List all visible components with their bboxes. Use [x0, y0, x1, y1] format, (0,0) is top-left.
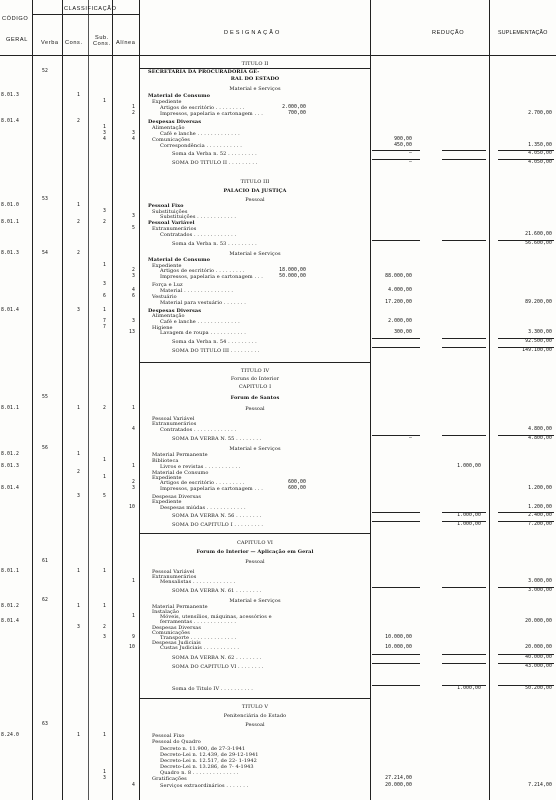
cons-number: 1 [77, 733, 80, 738]
designation-item: Pessoal Fixo [152, 733, 185, 739]
codigo-geral: 8.01.2 [1, 604, 19, 609]
designation-item: Extranumerários [152, 574, 197, 580]
alinea-number: 3 [132, 319, 135, 324]
total-rule [498, 435, 554, 436]
amount-column-a: 700,00 [288, 111, 306, 116]
subcons-number: 3 [103, 131, 106, 136]
amount-column-b: 2.000,00 [388, 319, 412, 324]
designation-item: Café e lanche . . . . . . . . . . . . . [160, 131, 240, 137]
suplementacao-amount: 4.050,00 [528, 160, 552, 165]
verba-number: 52 [42, 69, 48, 74]
header-verba: Verba [41, 40, 59, 46]
alinea-number: 1 [132, 464, 135, 469]
designation-heading: Pessoal [245, 197, 265, 203]
verba-number: 55 [42, 395, 48, 400]
designation-item: Material de Consumo [148, 93, 211, 99]
column-divider [112, 0, 113, 800]
subcons-number: 1 [103, 569, 106, 574]
designation-heading: Foruns do Interior [230, 376, 280, 382]
subtotal-label: SOMA DA VERBA N. 55 . . . . . . . . [172, 436, 262, 442]
amount-column-a: 600,00 [288, 486, 306, 491]
header-cons: Cons. [65, 40, 83, 46]
designation-item: Pessoal Variável [152, 416, 195, 422]
total-rule [498, 663, 554, 664]
designation-item: Material . . . . . . . . . . . . . . . [160, 288, 234, 294]
header-codigo: CÓDIGO [2, 16, 29, 22]
designation-heading: TITULO V [241, 704, 269, 710]
designation-item: Despesas Diversas [152, 625, 201, 631]
suplementacao-amount: 40.000,00 [525, 655, 552, 660]
subcons-number: 2 [103, 220, 106, 225]
cons-number: 3 [77, 308, 80, 313]
suplementacao-amount: 2.700,00 [528, 111, 552, 116]
suplementacao-amount: 3.000,00 [528, 588, 552, 593]
suplementacao-amount: 20.000,00 [525, 619, 552, 624]
header-geral: GERAL [6, 37, 28, 43]
designation-item: Expediente [152, 499, 182, 505]
cons-number: 2 [77, 251, 80, 256]
designation-heading: TITULO II [241, 61, 269, 67]
alinea-number: 1 [132, 105, 135, 110]
alinea-number: 6 [132, 294, 135, 299]
subcons-number: 2 [103, 406, 106, 411]
suplementacao-amount: 89.200,00 [525, 300, 552, 305]
alinea-number: 1 [132, 406, 135, 411]
codigo-geral: 8.01.3 [1, 251, 19, 256]
total-rule [498, 347, 554, 348]
verba-number: 62 [42, 598, 48, 603]
total-rule [372, 587, 420, 588]
designation-heading: Pessoal [245, 406, 265, 412]
subcons-number: 1 [103, 733, 106, 738]
subtotal-label: Soma do Titulo IV . . . . . . . . . . [172, 686, 253, 692]
column-divider [489, 0, 490, 800]
designation-item: Contratados . . . . . . . . . . . . . [160, 427, 237, 433]
suplementacao-amount: 7.214,00 [528, 783, 552, 788]
subcons-number: 1 [103, 770, 106, 775]
designation-heading: CAPITULO VI [236, 540, 274, 546]
total-rule [442, 159, 486, 160]
total-rule [498, 654, 554, 655]
subcons-number: 1 [103, 263, 106, 268]
subcons-number: 7 [103, 319, 106, 324]
header-subcons: Sub. [95, 35, 109, 41]
subcons-number: 6 [103, 294, 106, 299]
alinea-number: 13 [129, 330, 135, 335]
designation-heading: TITULO III [240, 179, 270, 185]
alinea-number: 2 [132, 268, 135, 273]
cons-number: 1 [77, 452, 80, 457]
designation-item: Artigos de escritório . . . . . . . . . [160, 105, 245, 111]
header-alinea: Alínea [116, 40, 136, 46]
subcons-number: 3 [103, 776, 106, 781]
designation-item: Despesas Diversas [148, 308, 202, 314]
total-rule [498, 338, 554, 339]
amount-column-a: 50.000,00 [279, 274, 306, 279]
designation-item: Pessoal Variável [152, 569, 195, 575]
amount-column-b: 900,00 [394, 137, 412, 142]
subcons-number: 1 [103, 458, 106, 463]
designation-item: Expediente [152, 263, 182, 269]
total-rule [372, 150, 420, 151]
amount-column-b: 450,00 [394, 143, 412, 148]
codigo-geral: 8.01.4 [1, 308, 19, 313]
amount-column-b: 4.000,00 [388, 288, 412, 293]
cons-number: 1 [77, 406, 80, 411]
codigo-geral: 8.01.3 [1, 464, 19, 469]
reducao-amount: 1.000,00 [457, 686, 481, 691]
designation-item: Despesas Diversas [148, 119, 202, 125]
designation-item: SECRETARIA DA PROCURADORIA GE- [148, 69, 260, 75]
subtotal-label: Soma da Verba n. 52 . . . . . . . . . [172, 151, 257, 157]
header-classificacao: CLASSIFICAÇÃO [64, 6, 117, 12]
designation-item: Despesas Diversas [152, 494, 201, 500]
alinea-number: 2 [132, 111, 135, 116]
suplementacao-amount: 92.500,00 [525, 339, 552, 344]
suplementacao-amount: 4.050,00 [528, 151, 552, 156]
amount-column-b: 20.000,00 [385, 783, 412, 788]
reducao-amount: 1.000,00 [457, 522, 481, 527]
amount-column-b: — [409, 160, 412, 165]
total-rule [498, 240, 554, 241]
amount-column-b: 17.200,00 [385, 300, 412, 305]
designation-item: Lavagem de roupa . . . . . . . . . . . [160, 330, 246, 336]
designation-item: Decreto-Lei n. 12.439, de 29-12-1941 [160, 752, 259, 758]
total-rule [372, 685, 420, 686]
total-rule [498, 587, 554, 588]
alinea-number: 3 [132, 486, 135, 491]
alinea-number: 1 [132, 614, 135, 619]
subcons-number: 7 [103, 325, 106, 330]
total-rule [372, 347, 420, 348]
designation-heading: Forum de Santos [230, 395, 280, 401]
subcons-number: 1 [103, 604, 106, 609]
column-divider [88, 0, 89, 800]
total-rule [442, 435, 486, 436]
subtotal-label: Soma da Verba n. 54 . . . . . . . . . [172, 339, 257, 345]
designation-item: Expediente [152, 475, 182, 481]
subtotal-label: SOMA DO TITULO III . . . . . . . . . [172, 348, 260, 354]
suplementacao-amount: 4.800,00 [528, 427, 552, 432]
section-rule [140, 698, 370, 699]
designation-item: Comunicações [152, 630, 190, 636]
designation-item: Despesas Judiciais [152, 640, 201, 646]
section-rule [140, 362, 370, 363]
total-rule [442, 338, 486, 339]
total-rule [498, 512, 554, 513]
total-rule [372, 512, 420, 513]
suplementacao-amount: 4.800,00 [528, 436, 552, 441]
header-reducao: REDUÇÃO [432, 30, 465, 36]
codigo-geral: 8.01.1 [1, 569, 19, 574]
codigo-geral: 8.24.0 [1, 733, 19, 738]
total-rule [442, 685, 486, 686]
suplementacao-amount: 50.200,00 [525, 686, 552, 691]
codigo-geral: 8.01.0 [1, 203, 19, 208]
column-divider [139, 0, 140, 800]
designation-heading: CAPITULO I [238, 384, 272, 390]
cons-number: 1 [77, 569, 80, 574]
designation-heading: Material e Serviços [229, 446, 281, 452]
designation-item: Transporte . . . . . . . . . . . . . . [160, 635, 237, 641]
subcons-number: 3 [103, 282, 106, 287]
subtotal-label: SOMA DA VERBA N. 56 . . . . . . . . [172, 513, 262, 519]
cons-number: 1 [77, 93, 80, 98]
total-rule [498, 521, 554, 522]
designation-item: Material Permanente [152, 452, 208, 458]
designation-item: Contratados . . . . . . . . . . . . . [160, 232, 237, 238]
alinea-number: 10 [129, 645, 135, 650]
header-rule [0, 55, 556, 56]
designation-item: Força e Luz [152, 282, 183, 288]
total-rule [372, 435, 420, 436]
total-rule [442, 663, 486, 664]
section-rule [140, 68, 370, 69]
designation-heading: TITULO IV [240, 368, 270, 374]
designation-item: Biblioteca [152, 458, 179, 464]
total-rule [372, 654, 420, 655]
codigo-geral: 8.01.1 [1, 406, 19, 411]
subcons-number: 1 [103, 475, 106, 480]
codigo-geral: 8.01.4 [1, 619, 19, 624]
alinea-number: 4 [132, 783, 135, 788]
amount-column-b: 300,00 [394, 330, 412, 335]
suplementacao-amount: 1.350,00 [528, 143, 552, 148]
amount-column-b: — [409, 151, 412, 156]
subtotal-label: SOMA DO CAPITULO VI . . . . . . . . [172, 664, 264, 670]
subtotal-label: SOMA DO TITULO II . . . . . . . . . [172, 160, 258, 166]
total-rule [498, 159, 554, 160]
column-divider [370, 0, 371, 800]
designation-item: Material para vestuário . . . . . . . [160, 300, 246, 306]
amount-column-b: — [409, 436, 412, 441]
designation-item: Pessoal Fixo [148, 203, 184, 209]
designation-heading: Forum do Interior — Aplicação em Geral [196, 549, 314, 555]
alinea-number: 4 [132, 288, 135, 293]
reducao-amount: 1.000,00 [457, 464, 481, 469]
column-divider [62, 0, 63, 800]
designation-item: Substituições [152, 209, 188, 215]
total-rule [442, 347, 486, 348]
designation-item: Artigos de escritório . . . . . . . . . [160, 480, 245, 486]
total-rule [372, 338, 420, 339]
amount-column-a: 18.000,00 [279, 268, 306, 273]
designation-heading: Material e Serviços [229, 86, 281, 92]
cons-number: 1 [77, 604, 80, 609]
designation-item: Material de Consumo [152, 470, 209, 476]
subcons-number: 2 [103, 625, 106, 630]
designation-item: Alimentação [152, 313, 185, 319]
amount-column-b: 10.000,00 [385, 635, 412, 640]
cons-number: 2 [77, 470, 80, 475]
designation-heading: Material e Serviços [229, 598, 281, 604]
column-divider [32, 0, 33, 800]
suplementacao-amount: 1.200,00 [528, 505, 552, 510]
codigo-geral: 8.01.1 [1, 220, 19, 225]
suplementacao-amount: 21.600,00 [525, 232, 552, 237]
total-rule [498, 150, 554, 151]
alinea-number: 2 [132, 480, 135, 485]
alinea-number: 3 [132, 274, 135, 279]
subtotal-label: Soma da Verba n. 53 . . . . . . . . . [172, 241, 257, 247]
designation-item: Comunicações [152, 137, 190, 143]
total-rule [372, 159, 420, 160]
designation-item: Alimentação [152, 125, 185, 131]
subcons-number: 5 [103, 494, 106, 499]
suplementacao-amount: 3.300,00 [528, 330, 552, 335]
cons-number: 1 [77, 203, 80, 208]
alinea-number: 1 [132, 579, 135, 584]
alinea-number: 5 [132, 226, 135, 231]
codigo-geral: 8.01.2 [1, 452, 19, 457]
header-rule [32, 14, 139, 15]
designation-item: Vestuário [152, 294, 177, 300]
section-rule [140, 533, 370, 534]
suplementacao-amount: 1.200,00 [528, 486, 552, 491]
designation-item: Higiene [152, 325, 173, 331]
designation-item: Correspondência . . . . . . . . . . . [160, 143, 242, 149]
alinea-number: 3 [132, 131, 135, 136]
alinea-number: 9 [132, 635, 135, 640]
subtotal-label: SOMA DO CAPITULO I . . . . . . . . . [172, 522, 264, 528]
alinea-number: 3 [132, 214, 135, 219]
subtotal-label: SOMA DA VERBA N. 62 . . . . . . . . [172, 655, 262, 661]
designation-item: Gratificações [152, 776, 187, 782]
subcons-number: 3 [103, 209, 106, 214]
suplementacao-amount: 7.200,00 [528, 522, 552, 527]
total-rule [372, 521, 420, 522]
subcons-number: 3 [103, 635, 106, 640]
total-rule [372, 240, 420, 241]
designation-item: Serviços extraordinários . . . . . . . [160, 783, 249, 789]
total-rule [442, 521, 486, 522]
designation-item: Pessoal do Quadro [152, 739, 201, 745]
cons-number: 2 [77, 119, 80, 124]
verba-number: 63 [42, 722, 48, 727]
designation-item: Livros e revistas . . . . . . . . . . . [160, 464, 241, 470]
subcons-number: 1 [103, 99, 106, 104]
designation-item: Expediente [152, 99, 182, 105]
verba-number: 53 [42, 197, 48, 202]
subtotal-label: SOMA DA VERBA N. 61 . . . . . . . . [172, 588, 262, 594]
designation-heading: Penitenciária do Estado [223, 713, 287, 719]
designation-item: Material de Consumo [148, 257, 211, 263]
designation-item: Decreto-Lei n. 13.286, de 7- 4-1943 [160, 764, 254, 770]
designation-item: Substituições . . . . . . . . . . . . [160, 214, 237, 220]
designation-item: Mensalistas . . . . . . . . . . . . . [160, 579, 236, 585]
designation-item: Extranumerários [152, 421, 197, 427]
cons-number: 2 [77, 220, 80, 225]
total-rule [442, 587, 486, 588]
designation-item: Material Permanente [152, 604, 208, 610]
designation-item: Despesas miúdas . . . . . . . . . . . . [160, 505, 246, 511]
suplementacao-amount: 56.600,00 [525, 241, 552, 246]
designation-item: Extranumerários [152, 226, 197, 232]
amount-column-b: 10.000,00 [385, 645, 412, 650]
verba-number: 56 [42, 446, 48, 451]
designation-item: Artigos de escritório . . . . . . . . . [160, 268, 245, 274]
verba-number: 54 [42, 251, 48, 256]
alinea-number: 4 [132, 427, 135, 432]
total-rule [498, 685, 554, 686]
designation-heading: RAL DO ESTADO [230, 76, 280, 82]
suplementacao-amount: 20.000,00 [525, 645, 552, 650]
designation-heading: PALACIO DA JUSTIÇA [223, 188, 287, 194]
alinea-number: 4 [132, 137, 135, 142]
designation-item: ferramentas . . . . . . . . . . . . . [160, 619, 237, 625]
designation-item: Impressos, papelaria e cartonagem . . . [160, 486, 263, 492]
total-rule [442, 654, 486, 655]
total-rule [442, 512, 486, 513]
designation-item: Decreto-Lei n. 12.517, de 22- 1-1942 [160, 758, 257, 764]
header-designacao: DESIGNAÇÃO [224, 30, 282, 36]
cons-number: 3 [77, 625, 80, 630]
designation-item: Instalação [152, 609, 180, 615]
total-rule [442, 240, 486, 241]
verba-number: 61 [42, 559, 48, 564]
designation-heading: Material e Serviços [229, 251, 281, 257]
subcons-number: 4 [103, 137, 106, 142]
designation-heading: Pessoal [245, 722, 265, 728]
reducao-amount: 1.000,00 [457, 513, 481, 518]
amount-column-b: 27.214,00 [385, 776, 412, 781]
designation-item: Quadro n. 8 . . . . . . . . . . . . . . [160, 770, 239, 776]
amount-column-a: 2.000,00 [282, 105, 306, 110]
suplementacao-amount: 3.000,00 [528, 579, 552, 584]
total-rule [442, 150, 486, 151]
subcons-number: 1 [103, 308, 106, 313]
designation-item: Café e lanche . . . . . . . . . . . . . [160, 319, 240, 325]
header-suplementacao: SUPLEMENTAÇÃO [498, 30, 548, 36]
codigo-geral: 8.01.3 [1, 93, 19, 98]
designation-item: Custas Judiciais . . . . . . . . . . . [160, 645, 240, 651]
total-rule [372, 663, 420, 664]
designation-item: Impressos, papelaria e cartonagem . . . [160, 274, 263, 280]
codigo-geral: 8.01.4 [1, 486, 19, 491]
alinea-number: 10 [129, 505, 135, 510]
subcons-number: 1 [103, 125, 106, 130]
suplementacao-amount: 43.000,00 [525, 664, 552, 669]
designation-item: Decreto n. 11.900, de 27-3-1941 [160, 746, 246, 752]
designation-heading: Pessoal [245, 559, 265, 565]
amount-column-a: 600,00 [288, 480, 306, 485]
codigo-geral: 8.01.4 [1, 119, 19, 124]
suplementacao-amount: 149.100,00 [522, 348, 552, 353]
suplementacao-amount: 2.400,00 [528, 513, 552, 518]
header-subcons: Cons. [93, 41, 111, 47]
designation-item: Impressos, papelaria e cartonagem . . . [160, 111, 263, 117]
designation-item: Móveis, utensílios, máquinas, acessórios e [160, 614, 272, 620]
designation-item: Pessoal Variável [148, 220, 195, 226]
amount-column-b: 88.000,00 [385, 274, 412, 279]
cons-number: 3 [77, 494, 80, 499]
